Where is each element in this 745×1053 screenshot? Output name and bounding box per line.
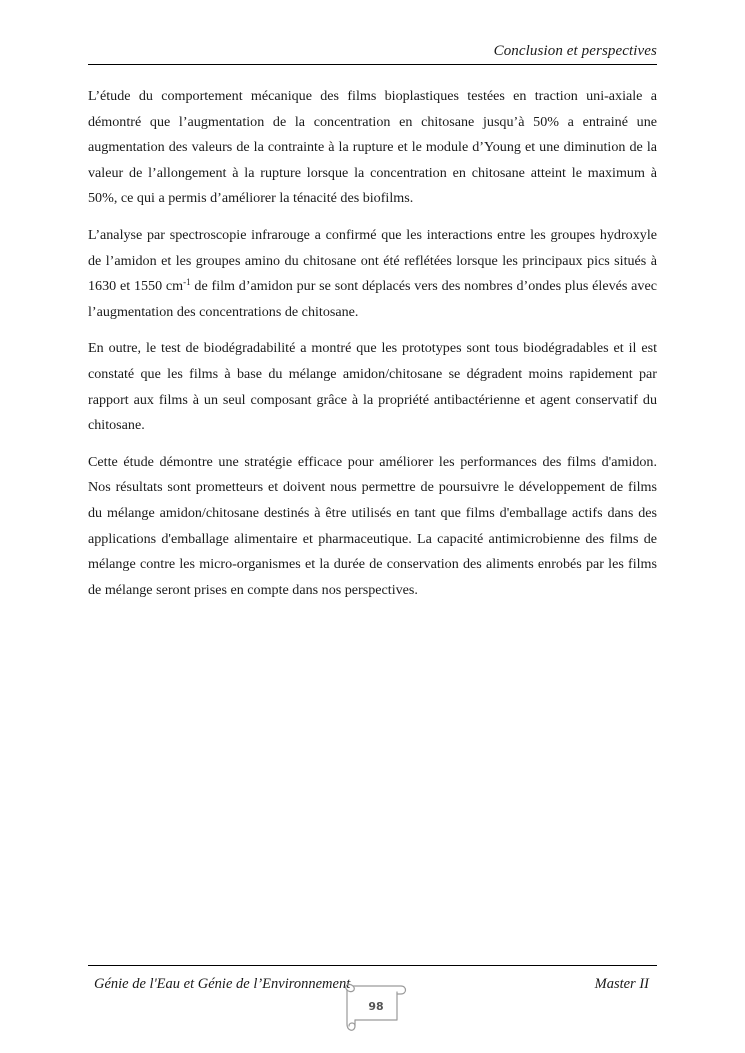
wavenumber-exponent: -1 (183, 277, 191, 288)
paragraph-strategy: Cette étude démontre une stratégie efficace pour améliorer les performances des films d'amidon. Nos résultats sont prometteurs et doivent nous permettre de poursuivre le développement de films du mélange amidon/chitosane destinés à être utilisés en tant que films d'emballage actifs dans des applications d'emballage alimentaire et pharmaceutique. La capacité antimicrobienne des films de mélange contre les micro-organismes et la durée de conservation des aliments enrobés par les films de mélange seront prises en compte dans nos perspectives. (88, 453, 657, 598)
footer-department: Génie de l'Eau et Génie de l’Environnement (94, 976, 351, 992)
paragraph-biodegradability: En outre, le test de biodégradabilité a montré que les prototypes sont tous biodégradables et il est constaté que les films à base du mélange amidon/chitosane se dégradent moins rapidement par rapport aux films à un seul composant grâce à la propriété antibactérienne et agent conservatif du chitosane. (88, 340, 657, 434)
page-number: 98 (368, 1000, 384, 1013)
paragraph-infrared-text-2: de film d’amidon pur se sont déplacés vers des nombres d’ondes plus élevés avec l’augmentation des concentrations de chitosane. (88, 278, 657, 320)
page-header (88, 42, 657, 65)
paragraph-infrared-text-1: L’analyse par spectroscopie infrarouge a confirmé que les interactions entre les groupes hydroxyle de l’amidon et les groupes amino du chitosane ont été reflétées lorsque les principaux pics situés à 1630 et 1550 cm (88, 226, 657, 295)
main-text (88, 84, 657, 614)
footer-degree: Master II (594, 976, 649, 992)
paragraph-infrared (88, 223, 657, 325)
header-title: Conclusion et perspectives (493, 43, 657, 59)
paragraph-mechanical: L’étude du comportement mécanique des films bioplastiques testées en traction uni-axiale a démontré que l’augmentation de la concentration en chitosane jusqu’à 50% a entrainé une augmentation des valeurs de la contrainte à la rupture et le module d’Young et une diminution de la valeur de l’allongement à la rupture lorsque la concentration en chitosane atteint le maximum à 50%, ce qui a permis d’améliorer la ténacité des biofilms. (88, 88, 657, 207)
